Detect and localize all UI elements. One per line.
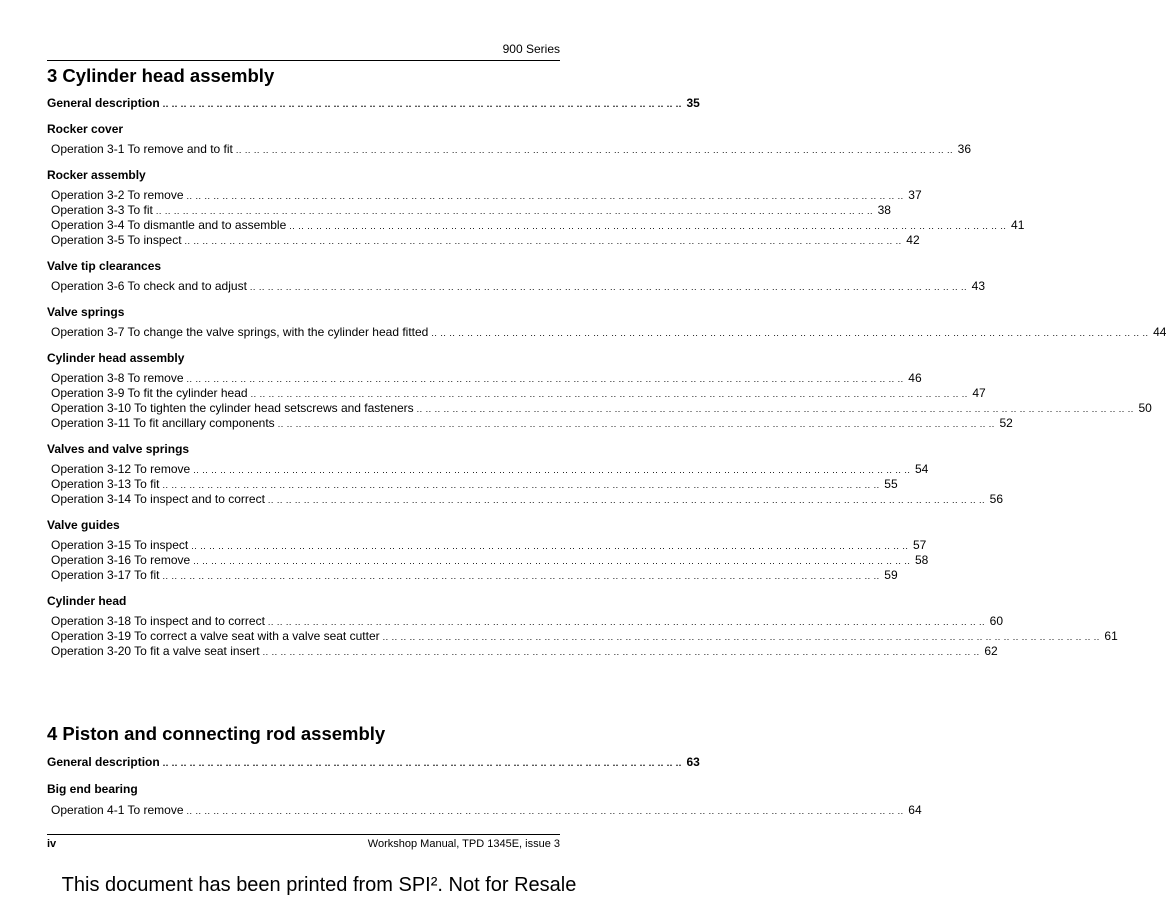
toc-entry[interactable] <box>47 233 920 248</box>
chapter-4 <box>47 722 922 818</box>
section-heading: Valve springs <box>47 305 125 319</box>
section-heading: Valve guides <box>47 518 120 532</box>
leader-dots: .. .. .. .. .. .. .. .. .. .. .. .. .. .. .. .. .. .. .. .. .. .. .. .. .. .. .. .. .. .. .. .. .. .. .. .. .. .. .. .. .. .. .. .. .. .. .. .. .. .. .. .. .. .. .. .. .. .. .. .. .. .. .. .. .. .. .. .. .. .. .. .. .. .. .. .. .. .. .. .. <box>162 571 880 581</box>
toc-entry[interactable] <box>47 279 986 294</box>
entry-page: 57 <box>912 538 927 552</box>
toc-entry[interactable] <box>47 371 922 386</box>
resale-notice: This document has been printed from SPI². Not for Resale <box>61 874 577 896</box>
toc-section <box>47 350 1152 431</box>
entry-text: Operation 3-9 To fit the cylinder head <box>51 386 248 400</box>
entry-text: Operation 3-5 To inspect <box>51 233 182 247</box>
entry-text: Operation 3-10 To tighten the cylinder head setscrews and fasteners <box>51 401 414 415</box>
entry-text: Operation 3-7 To change the valve springs, with the cylinder head fitted <box>51 325 429 339</box>
entry-page: 61 <box>1104 629 1118 643</box>
entry-text: General description <box>47 96 160 110</box>
leader-dots: .. .. .. .. .. .. .. .. .. .. .. .. .. .. .. .. .. .. .. .. .. .. .. .. .. .. .. .. .. .. .. .. .. .. .. .. .. .. .. .. .. .. .. .. .. .. .. .. .. .. .. .. .. .. .. .. .. .. .. .. .. .. .. .. .. .. .. .. .. .. .. .. .. .. .. .. .. .. .. .. <box>382 632 1100 642</box>
section-heading: Valves and valve springs <box>47 442 190 456</box>
entry-page: 47 <box>972 386 986 400</box>
leader-dots: .. .. .. .. .. .. .. .. .. .. .. .. .. .. .. .. .. .. .. .. .. .. .. .. .. .. .. .. .. .. .. .. .. .. .. .. .. .. .. .. .. .. .. .. .. .. .. .. .. .. .. .. .. .. .. .. .. .. .. .. .. .. .. .. .. .. .. .. .. .. .. .. .. .. .. .. .. .. .. .. <box>416 404 1134 414</box>
entry-page: 38 <box>877 203 891 217</box>
leader-dots: .. .. .. .. .. .. .. .. .. .. .. .. .. .. .. .. .. .. .. .. .. .. .. .. .. .. .. .. .. .. .. .. .. .. .. .. .. .. .. .. .. .. .. .. .. .. .. .. .. .. .. .. .. .. .. .. .. .. <box>162 758 682 768</box>
leader-dots: .. .. .. .. .. .. .. .. .. .. .. .. .. .. .. .. .. .. .. .. .. .. .. .. .. .. .. .. .. .. .. .. .. .. .. .. .. .. .. .. .. .. .. .. .. .. .. .. .. .. .. .. .. .. .. .. .. .. .. .. .. .. .. .. .. .. .. .. .. .. .. .. .. .. .. .. .. .. .. .. <box>191 541 909 551</box>
entry-page: 35 <box>686 96 700 110</box>
entry-text: Operation 3-20 To fit a valve seat insert <box>51 644 260 658</box>
toc-entry[interactable] <box>47 553 929 568</box>
entry-text: General description <box>47 755 160 769</box>
leader-dots: .. .. .. .. .. .. .. .. .. .. .. .. .. .. .. .. .. .. .. .. .. .. .. .. .. .. .. .. .. .. .. .. .. .. .. .. .. .. .. .. .. .. .. .. .. .. .. .. .. .. .. .. .. .. .. .. .. .. .. .. .. .. .. .. .. .. .. .. .. .. .. .. .. .. .. .. .. .. .. .. <box>267 617 986 627</box>
leader-dots: .. .. .. .. .. .. .. .. .. .. .. .. .. .. .. .. .. .. .. .. .. .. .. .. .. .. .. .. .. .. .. .. .. .. .. .. .. .. .. .. .. .. .. .. .. .. .. .. .. .. .. .. .. .. .. .. .. .. .. .. .. .. .. .. .. .. .. .. .. .. .. .. .. .. .. .. .. .. .. .. <box>162 480 880 490</box>
entry-page: 54 <box>914 462 929 476</box>
entry-text: Operation 3-19 To correct a valve seat with a valve seat cutter <box>51 629 380 643</box>
toc-section <box>47 258 986 294</box>
entry-page: 44 <box>1153 325 1166 339</box>
toc-entry[interactable] <box>47 416 1013 431</box>
leader-dots: .. .. .. .. .. .. .. .. .. .. .. .. .. .. .. .. .. .. .. .. .. .. .. .. .. .. .. .. .. .. .. .. .. .. .. .. .. .. .. .. .. .. .. .. .. .. .. .. .. .. .. .. .. .. .. .. .. .. .. .. .. .. .. .. .. .. .. .. .. .. .. .. .. .. .. .. .. .. .. .. <box>186 806 904 816</box>
entry-text: Operation 3-6 To check and to adjust <box>51 279 247 293</box>
toc-section <box>47 121 972 157</box>
entry-page: 58 <box>914 553 929 567</box>
leader-dots: .. .. .. .. .. .. .. .. .. .. .. .. .. .. .. .. .. .. .. .. .. .. .. .. .. .. .. .. .. .. .. .. .. .. .. .. .. .. .. .. .. .. .. .. .. .. .. .. .. .. .. .. .. .. .. .. .. .. .. .. .. .. .. .. .. .. .. .. .. .. .. .. .. .. .. .. .. .. .. .. <box>250 389 968 399</box>
entry-text: Operation 3-14 To inspect and to correct <box>51 492 265 506</box>
leader-dots: .. .. .. .. .. .. .. .. .. .. .. .. .. .. .. .. .. .. .. .. .. .. .. .. .. .. .. .. .. .. .. .. .. .. .. .. .. .. .. .. .. .. .. .. .. .. .. .. .. .. .. .. .. .. .. .. .. .. .. .. .. .. .. .. .. .. .. .. .. .. .. .. .. .. .. .. .. .. .. .. <box>249 282 968 292</box>
chapter-title: 4 Piston and connecting rod assembly <box>47 723 386 744</box>
leader-dots: .. .. .. .. .. .. .. .. .. .. .. .. .. .. .. .. .. .. .. .. .. .. .. .. .. .. .. .. .. .. .. .. .. .. .. .. .. .. .. .. .. .. .. .. .. .. .. .. .. .. .. .. .. .. .. .. .. .. <box>162 99 682 109</box>
entry-page: 43 <box>971 279 986 293</box>
entry-page: 62 <box>984 644 998 658</box>
leader-dots: .. .. .. .. .. .. .. .. .. .. .. .. .. .. .. .. .. .. .. .. .. .. .. .. .. .. .. .. .. .. .. .. .. .. .. .. .. .. .. .. .. .. .. .. .. .. .. .. .. .. .. .. .. .. .. .. .. .. .. .. .. .. .. .. .. .. .. .. .. .. .. .. .. .. .. .. .. .. .. .. <box>277 419 995 429</box>
entry-text: Operation 3-8 To remove <box>51 371 184 385</box>
entry-text: Operation 3-16 To remove <box>51 553 191 567</box>
toc-entry[interactable] <box>47 188 922 203</box>
toc-entry[interactable] <box>47 568 898 583</box>
chapter-title: 3 Cylinder head assembly <box>47 65 275 86</box>
leader-dots: .. .. .. .. .. .. .. .. .. .. .. .. .. .. .. .. .. .. .. .. .. .. .. .. .. .. .. .. .. .. .. .. .. .. .. .. .. .. .. .. .. .. .. .. .. .. .. .. .. .. .. .. .. .. .. .. .. .. .. .. .. .. .. .. .. .. .. .. .. .. .. .. .. .. .. .. .. .. .. .. <box>193 465 911 475</box>
leader-dots: .. .. .. .. .. .. .. .. .. .. .. .. .. .. .. .. .. .. .. .. .. .. .. .. .. .. .. .. .. .. .. .. .. .. .. .. .. .. .. .. .. .. .. .. .. .. .. .. .. .. .. .. .. .. .. .. .. .. .. .. .. .. .. .. .. .. .. .. .. .. .. .. .. .. .. .. .. .. .. .. <box>235 145 954 155</box>
toc-entry[interactable] <box>47 325 1166 340</box>
entry-page: 55 <box>884 477 898 491</box>
section-heading: Big end bearing <box>47 782 138 796</box>
section-heading: Rocker cover <box>47 122 124 136</box>
entry-page: 36 <box>957 142 972 156</box>
toc-entry[interactable] <box>47 462 929 477</box>
toc-section <box>47 167 1025 248</box>
leader-dots: .. .. .. .. .. .. .. .. .. .. .. .. .. .. .. .. .. .. .. .. .. .. .. .. .. .. .. .. .. .. .. .. .. .. .. .. .. .. .. .. .. .. .. .. .. .. .. .. .. .. .. .. .. .. .. .. .. .. .. .. .. .. .. .. .. .. .. .. .. .. .. .. .. .. .. .. .. .. .. .. <box>431 328 1149 338</box>
toc-entry[interactable] <box>47 803 922 818</box>
entry-text: Operation 3-12 To remove <box>51 462 191 476</box>
toc-entry[interactable] <box>47 142 972 157</box>
entry-text: Operation 3-11 To fit ancillary components <box>51 416 275 430</box>
leader-dots: .. .. .. .. .. .. .. .. .. .. .. .. .. .. .. .. .. .. .. .. .. .. .. .. .. .. .. .. .. .. .. .. .. .. .. .. .. .. .. .. .. .. .. .. .. .. .. .. .. .. .. .. .. .. .. .. .. .. .. .. .. .. .. .. .. .. .. .. .. .. .. .. .. .. .. .. .. .. .. .. <box>186 374 904 384</box>
entry-page: 42 <box>906 233 920 247</box>
toc-entry[interactable] <box>47 218 1025 233</box>
toc-entry[interactable] <box>47 538 927 553</box>
leader-dots: .. .. .. .. .. .. .. .. .. .. .. .. .. .. .. .. .. .. .. .. .. .. .. .. .. .. .. .. .. .. .. .. .. .. .. .. .. .. .. .. .. .. .. .. .. .. .. .. .. .. .. .. .. .. .. .. .. .. .. .. .. .. .. .. .. .. .. .. .. .. .. .. .. .. .. .. .. .. .. .. <box>289 221 1007 231</box>
leader-dots: .. .. .. .. .. .. .. .. .. .. .. .. .. .. .. .. .. .. .. .. .. .. .. .. .. .. .. .. .. .. .. .. .. .. .. .. .. .. .. .. .. .. .. .. .. .. .. .. .. .. .. .. .. .. .. .. .. .. .. .. .. .. .. .. .. .. .. .. .. .. .. .. .. .. .. .. .. .. .. .. <box>184 236 902 246</box>
leader-dots: .. .. .. .. .. .. .. .. .. .. .. .. .. .. .. .. .. .. .. .. .. .. .. .. .. .. .. .. .. .. .. .. .. .. .. .. .. .. .. .. .. .. .. .. .. .. .. .. .. .. .. .. .. .. .. .. .. .. .. .. .. .. .. .. .. .. .. .. .. .. .. .. .. .. .. .. .. .. .. .. <box>262 647 980 657</box>
entry-page: 63 <box>686 755 700 769</box>
leader-dots: .. .. .. .. .. .. .. .. .. .. .. .. .. .. .. .. .. .. .. .. .. .. .. .. .. .. .. .. .. .. .. .. .. .. .. .. .. .. .. .. .. .. .. .. .. .. .. .. .. .. .. .. .. .. .. .. .. .. .. .. .. .. .. .. .. .. .. .. .. .. .. .. .. .. .. .. .. .. .. .. <box>155 206 873 216</box>
entry-text: Operation 3-1 To remove and to fit <box>51 142 233 156</box>
toc-section <box>47 593 1118 659</box>
entry-text: Operation 3-17 To fit <box>51 568 160 582</box>
leader-dots: .. .. .. .. .. .. .. .. .. .. .. .. .. .. .. .. .. .. .. .. .. .. .. .. .. .. .. .. .. .. .. .. .. .. .. .. .. .. .. .. .. .. .. .. .. .. .. .. .. .. .. .. .. .. .. .. .. .. .. .. .. .. .. .. .. .. .. .. .. .. .. .. .. .. .. .. .. .. .. .. <box>186 191 904 201</box>
leader-dots: .. .. .. .. .. .. .. .. .. .. .. .. .. .. .. .. .. .. .. .. .. .. .. .. .. .. .. .. .. .. .. .. .. .. .. .. .. .. .. .. .. .. .. .. .. .. .. .. .. .. .. .. .. .. .. .. .. .. .. .. .. .. .. .. .. .. .. .. .. .. .. .. .. .. .. .. .. .. .. .. <box>193 556 911 566</box>
toc-entry[interactable] <box>47 644 998 659</box>
section-heading: Cylinder head <box>47 594 127 608</box>
entry-text: Operation 3-15 To inspect <box>51 538 189 552</box>
footer-rule <box>47 834 560 835</box>
toc-entry[interactable] <box>47 492 1004 507</box>
entry-text: Operation 3-13 To fit <box>51 477 160 491</box>
toc-entry[interactable] <box>47 386 986 401</box>
section-heading: Valve tip clearances <box>47 259 162 273</box>
entry-page: 37 <box>908 188 922 202</box>
footer <box>47 838 560 850</box>
toc-entry-general[interactable] <box>47 755 700 770</box>
footer-page-number: iv <box>47 838 57 850</box>
toc-entry[interactable] <box>47 614 1004 629</box>
toc-section <box>47 781 922 818</box>
entry-text: Operation 3-3 To fit <box>51 203 153 217</box>
toc-section <box>47 517 929 583</box>
entry-page: 46 <box>908 371 922 385</box>
entry-page: 50 <box>1138 401 1152 415</box>
entry-page: 64 <box>908 803 922 817</box>
entry-text: Operation 3-18 To inspect and to correct <box>51 614 265 628</box>
leader-dots: .. .. .. .. .. .. .. .. .. .. .. .. .. .. .. .. .. .. .. .. .. .. .. .. .. .. .. .. .. .. .. .. .. .. .. .. .. .. .. .. .. .. .. .. .. .. .. .. .. .. .. .. .. .. .. .. .. .. .. .. .. .. .. .. .. .. .. .. .. .. .. .. .. .. .. .. .. .. .. .. <box>267 495 986 505</box>
chapter-3 <box>47 64 1166 659</box>
section-heading: Rocker assembly <box>47 168 146 182</box>
header-rule <box>47 60 560 61</box>
series-label: 900 Series <box>502 42 560 56</box>
entry-text: Operation 3-4 To dismantle and to assemble <box>51 218 287 232</box>
toc-entry-general[interactable] <box>47 96 700 111</box>
entry-text: Operation 4-1 To remove <box>51 803 184 817</box>
entry-page: 41 <box>1011 218 1025 232</box>
toc-section <box>47 441 1004 507</box>
footer-manual-title: Workshop Manual, TPD 1345E, issue 3 <box>367 838 560 850</box>
entry-page: 59 <box>884 568 898 582</box>
toc-section <box>47 304 1166 340</box>
entry-page: 52 <box>999 416 1013 430</box>
toc-entry[interactable] <box>47 203 891 218</box>
entry-page: 60 <box>989 614 1004 628</box>
entry-page: 56 <box>989 492 1004 506</box>
toc-entry[interactable] <box>47 477 898 492</box>
section-heading: Cylinder head assembly <box>47 351 185 365</box>
toc-entry[interactable] <box>47 629 1118 644</box>
entry-text: Operation 3-2 To remove <box>51 188 184 202</box>
toc-entry[interactable] <box>47 401 1152 416</box>
